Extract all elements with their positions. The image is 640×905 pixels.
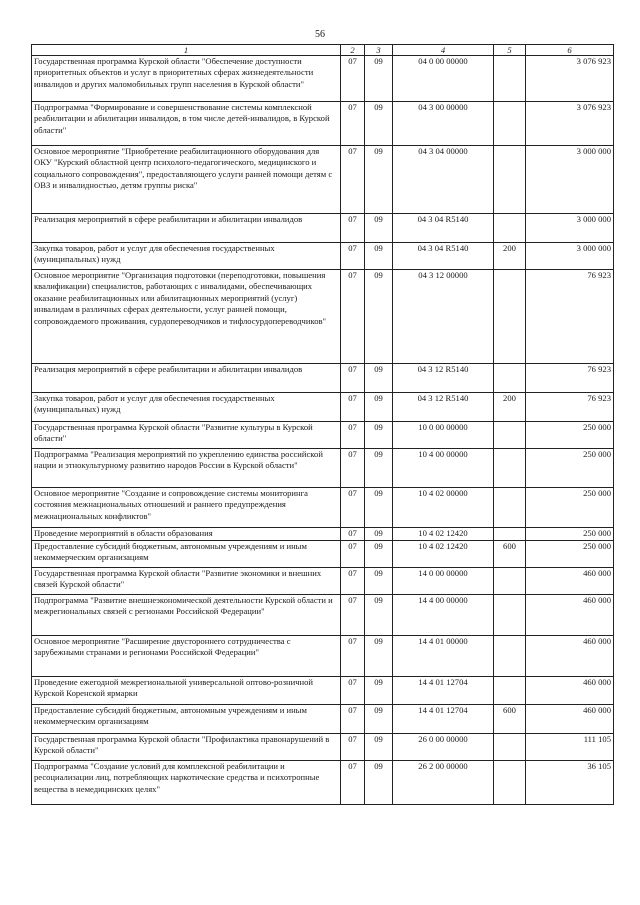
row-vr [494, 595, 526, 636]
row-pr: 09 [365, 243, 393, 270]
row-csr: 04 3 12 R5140 [393, 364, 494, 393]
row-rz: 07 [341, 56, 365, 102]
row-vr [494, 636, 526, 677]
row-csr: 10 4 02 00000 [393, 488, 494, 528]
table-row [32, 364, 614, 393]
table-row [32, 528, 614, 541]
table-row [32, 761, 614, 805]
row-vr [494, 146, 526, 214]
row-name: Подпрограмма "Реализация мероприятий по укреплению единства российской нации и этнокультурному развитию народов России в Курской области" [32, 449, 341, 488]
budget-table [31, 44, 614, 805]
row-csr: 04 0 00 00000 [393, 56, 494, 102]
table-row [32, 449, 614, 488]
row-csr: 04 3 00 00000 [393, 102, 494, 146]
row-name: Государственная программа Курской области "Профилактика правонарушений в Курской области" [32, 734, 341, 761]
row-sum: 3 076 923 [526, 102, 614, 146]
row-name: Закупка товаров, работ и услуг для обеспечения государственных (муниципальных) нужд [32, 393, 341, 422]
row-csr: 14 4 00 00000 [393, 595, 494, 636]
row-pr: 09 [365, 102, 393, 146]
table-row [32, 146, 614, 214]
row-pr: 09 [365, 488, 393, 528]
row-vr [494, 56, 526, 102]
row-pr: 09 [365, 705, 393, 734]
row-vr [494, 677, 526, 705]
row-pr: 09 [365, 677, 393, 705]
row-rz: 07 [341, 568, 365, 595]
row-sum: 460 000 [526, 705, 614, 734]
row-csr: 10 0 00 00000 [393, 422, 494, 449]
row-rz: 07 [341, 393, 365, 422]
page-number: 56 [315, 29, 325, 40]
row-vr [494, 761, 526, 805]
row-name: Подпрограмма "Создание условий для комплексной реабилитации и ресоциализации лиц, потребляющих наркотические средства и психотропные вещества в немедицинских целях" [32, 761, 341, 805]
row-name: Подпрограмма "Формирование и совершенствование системы комплексной реабилитации и абилитации инвалидов, в том числе детей-инвалидов, в Курской области" [32, 102, 341, 146]
table-row [32, 56, 614, 102]
row-vr: 600 [494, 705, 526, 734]
table-row [32, 677, 614, 705]
row-rz: 07 [341, 636, 365, 677]
column-header-4: 4 [393, 45, 494, 56]
row-pr: 09 [365, 56, 393, 102]
row-pr: 09 [365, 541, 393, 568]
row-rz: 07 [341, 705, 365, 734]
table-row [32, 102, 614, 146]
row-csr: 10 4 02 12420 [393, 528, 494, 541]
row-csr: 04 3 12 00000 [393, 270, 494, 364]
row-vr [494, 528, 526, 541]
row-name: Реализация мероприятий в сфере реабилитации и абилитации инвалидов [32, 214, 341, 243]
row-csr: 04 3 04 R5140 [393, 214, 494, 243]
row-vr [494, 270, 526, 364]
row-pr: 09 [365, 761, 393, 805]
row-name: Проведение мероприятий в области образования [32, 528, 341, 541]
row-name: Государственная программа Курской области "Обеспечение доступности приоритетных объектов и услуг в приоритетных сферах жизнедеятельности инвалидов и других маломобильных групп населения в Курской области" [32, 56, 341, 102]
row-name: Государственная программа Курской области "Развитие культуры в Курской области" [32, 422, 341, 449]
row-pr: 09 [365, 636, 393, 677]
row-name: Предоставление субсидий бюджетным, автономным учреждениям и иным некоммерческим организациям [32, 705, 341, 734]
row-rz: 07 [341, 146, 365, 214]
row-sum: 250 000 [526, 541, 614, 568]
row-pr: 09 [365, 270, 393, 364]
row-name: Реализация мероприятий в сфере реабилитации и абилитации инвалидов [32, 364, 341, 393]
row-pr: 09 [365, 214, 393, 243]
row-rz: 07 [341, 270, 365, 364]
row-vr: 200 [494, 243, 526, 270]
row-csr: 04 3 04 R5140 [393, 243, 494, 270]
row-csr: 10 4 00 00000 [393, 449, 494, 488]
row-pr: 09 [365, 528, 393, 541]
row-rz: 07 [341, 541, 365, 568]
row-pr: 09 [365, 422, 393, 449]
row-sum: 250 000 [526, 449, 614, 488]
row-pr: 09 [365, 595, 393, 636]
row-name: Государственная программа Курской области "Развитие экономики и внешних связей Курской области" [32, 568, 341, 595]
table-row [32, 214, 614, 243]
column-header-1: 1 [32, 45, 341, 56]
row-sum: 36 105 [526, 761, 614, 805]
row-pr: 09 [365, 364, 393, 393]
table-row [32, 488, 614, 528]
row-rz: 07 [341, 761, 365, 805]
column-number-row [32, 45, 614, 56]
row-sum: 460 000 [526, 677, 614, 705]
row-sum: 250 000 [526, 528, 614, 541]
table-row [32, 595, 614, 636]
row-name: Основное мероприятие "Приобретение реабилитационного оборудования для ОКУ "Курский областной центр психолого-педагогического, медицинского и социального сопровождения", предоставляющего услуги ранней помощи детям с ОВЗ и инвалидностью, детям группы риска" [32, 146, 341, 214]
row-rz: 07 [341, 102, 365, 146]
row-rz: 07 [341, 528, 365, 541]
row-sum: 76 923 [526, 270, 614, 364]
row-vr: 200 [494, 393, 526, 422]
row-name: Проведение ежегодной межрегиональной универсальной оптово-розничной Курской Коренской ярмарки [32, 677, 341, 705]
table-row [32, 270, 614, 364]
row-rz: 07 [341, 677, 365, 705]
table-row [32, 734, 614, 761]
table-row [32, 705, 614, 734]
column-header-6: 6 [526, 45, 614, 56]
row-pr: 09 [365, 146, 393, 214]
column-header-3: 3 [365, 45, 393, 56]
table-row [32, 243, 614, 270]
row-name: Предоставление субсидий бюджетным, автономным учреждениям и иным некоммерческим организациям [32, 541, 341, 568]
row-pr: 09 [365, 449, 393, 488]
row-rz: 07 [341, 488, 365, 528]
row-name: Подпрограмма "Развитие внешнеэкономической деятельности Курской области и межрегиональных связей с регионами Российской Федерации" [32, 595, 341, 636]
row-rz: 07 [341, 364, 365, 393]
row-sum: 111 105 [526, 734, 614, 761]
row-pr: 09 [365, 393, 393, 422]
column-header-5: 5 [494, 45, 526, 56]
row-rz: 07 [341, 214, 365, 243]
row-vr [494, 734, 526, 761]
row-vr [494, 102, 526, 146]
row-sum: 3 000 000 [526, 214, 614, 243]
row-vr: 600 [494, 541, 526, 568]
row-rz: 07 [341, 243, 365, 270]
row-sum: 76 923 [526, 364, 614, 393]
table-row [32, 568, 614, 595]
row-sum: 76 923 [526, 393, 614, 422]
row-csr: 04 3 04 00000 [393, 146, 494, 214]
table-row [32, 393, 614, 422]
row-csr: 14 0 00 00000 [393, 568, 494, 595]
row-sum: 3 000 000 [526, 146, 614, 214]
row-name: Закупка товаров, работ и услуг для обеспечения государственных (муниципальных) нужд [32, 243, 341, 270]
row-vr [494, 449, 526, 488]
row-name: Основное мероприятие "Организация подготовки (переподготовки, повышения квалификации) специалистов, работающих с инвалидами, обеспечивающих оказание реабилитационных или абилитационных мероприятий (услуг) инвалидам в различных сферах деятельности, услуг ранней помощи, сопровождаемого проживания, сурдопереводчиков и тифлосурдопереводчиков" [32, 270, 341, 364]
table-row [32, 541, 614, 568]
row-sum: 250 000 [526, 422, 614, 449]
row-vr [494, 488, 526, 528]
row-csr: 04 3 12 R5140 [393, 393, 494, 422]
row-csr: 14 4 01 00000 [393, 636, 494, 677]
row-sum: 460 000 [526, 568, 614, 595]
row-sum: 3 000 000 [526, 243, 614, 270]
row-rz: 07 [341, 449, 365, 488]
row-vr [494, 568, 526, 595]
column-header-2: 2 [341, 45, 365, 56]
row-pr: 09 [365, 734, 393, 761]
row-csr: 26 2 00 00000 [393, 761, 494, 805]
row-name: Основное мероприятие "Создание и сопровождение системы мониторинга состояния межнациональных отношений и раннего предупреждения межнациональных конфликтов" [32, 488, 341, 528]
row-sum: 460 000 [526, 636, 614, 677]
row-sum: 460 000 [526, 595, 614, 636]
row-vr [494, 214, 526, 243]
table-row [32, 636, 614, 677]
row-csr: 10 4 02 12420 [393, 541, 494, 568]
row-csr: 14 4 01 12704 [393, 705, 494, 734]
row-csr: 26 0 00 00000 [393, 734, 494, 761]
row-sum: 3 076 923 [526, 56, 614, 102]
row-sum: 250 000 [526, 488, 614, 528]
table-row [32, 422, 614, 449]
row-pr: 09 [365, 568, 393, 595]
row-vr [494, 364, 526, 393]
row-rz: 07 [341, 422, 365, 449]
row-csr: 14 4 01 12704 [393, 677, 494, 705]
row-name: Основное мероприятие "Расширение двустороннего сотрудничества с зарубежными странами и регионами Российской Федерации" [32, 636, 341, 677]
row-rz: 07 [341, 734, 365, 761]
row-rz: 07 [341, 595, 365, 636]
row-vr [494, 422, 526, 449]
